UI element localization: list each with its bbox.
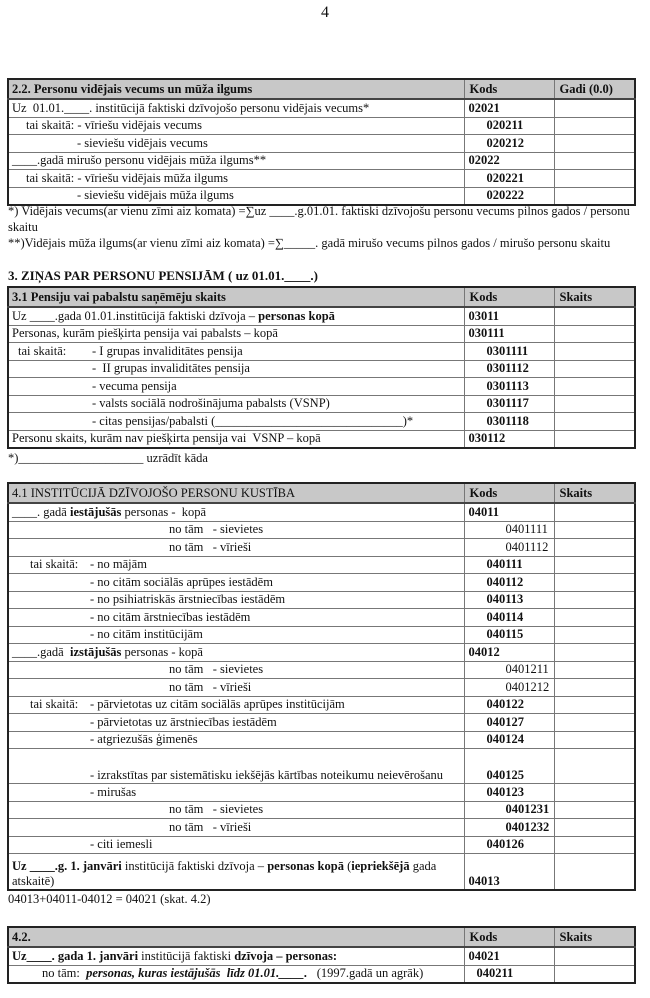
row-value-input[interactable]	[554, 836, 635, 854]
row-label-text: - izrakstītas par sistemātisku iekšējās kārtības noteikumu neievērošanu	[90, 768, 444, 782]
table-row	[8, 836, 635, 854]
row-label-text: Personas, kurām piešķirta pensija vai pabalsts – kopā	[12, 326, 278, 341]
row-value-input[interactable]	[554, 696, 635, 714]
row-label-text: gada atskaitē)	[12, 859, 437, 888]
row-code: 020222	[464, 187, 554, 205]
table-row	[8, 574, 635, 592]
row-code: 04012	[464, 644, 554, 662]
row-label-text: iepriekšējā	[351, 859, 410, 873]
footnote-other-pensions: *)____________________ uzrādīt kāda	[8, 451, 208, 465]
table-row	[8, 696, 635, 714]
header-value: Skaits	[554, 927, 635, 947]
row-label	[8, 556, 464, 574]
table-row	[8, 661, 635, 679]
row-label-text: personas kopā	[267, 859, 344, 873]
row-value-input[interactable]	[554, 801, 635, 819]
row-code: 030111	[464, 325, 554, 343]
table-row	[8, 503, 635, 521]
row-code: 04021	[464, 947, 554, 965]
table-row	[8, 749, 635, 784]
row-label	[8, 591, 464, 609]
table-row	[8, 947, 635, 965]
table-row	[8, 854, 635, 891]
row-code: 040114	[464, 609, 554, 627]
footnote-life-expectancy: **)Vidējais mūža ilgums(ar vienu zīmi aiz komata) =∑_____. gadā mirušo vecums pilnos gados / mirušo personu skaitu	[8, 236, 611, 250]
row-label-text: ____.gadā mirušo personu vidējais mūža ilgums**	[12, 153, 267, 168]
row-label-text: personas, kuras iestājušās līdz 01.01.____.	[86, 966, 308, 981]
table-row	[8, 626, 635, 644]
table-row	[8, 170, 635, 188]
row-label	[8, 784, 464, 802]
table-row	[8, 801, 635, 819]
row-label-text: tai skaitā:	[30, 557, 79, 572]
table-pension-recipients	[7, 286, 636, 449]
row-code: 040127	[464, 714, 554, 732]
table-row	[8, 430, 635, 448]
row-code: 030112	[464, 430, 554, 448]
row-code: 0301117	[464, 395, 554, 413]
row-label-text: Personu skaits, kurām nav piešķirta pensija vai VSNP – kopā	[12, 431, 321, 446]
table-row	[8, 784, 635, 802]
row-code: 0301118	[464, 413, 554, 431]
row-label-text: no tām - vīrieši	[169, 819, 252, 834]
header-title: 2.2. Personu vidējais vecums un mūža ilgums	[8, 79, 464, 99]
row-label	[8, 679, 464, 697]
row-value-input[interactable]	[554, 307, 635, 325]
row-label	[8, 574, 464, 592]
row-label-text: - no psihiatriskās ārstniecības iestādēm	[90, 592, 286, 607]
row-label-text: no tām - vīrieši	[169, 539, 252, 554]
row-code: 020211	[464, 117, 554, 135]
header-code: Kods	[464, 483, 554, 503]
row-label-text: - no citām ārstniecības iestādēm	[90, 609, 251, 624]
row-label	[8, 836, 464, 854]
row-label-text: no tām - vīrieši	[169, 679, 252, 694]
row-value-input[interactable]	[554, 626, 635, 644]
row-code: 020221	[464, 170, 554, 188]
row-label	[8, 430, 464, 448]
row-label-text: - II grupas invaliditātes pensija	[92, 361, 250, 376]
header-code: Kods	[464, 79, 554, 99]
table-row	[8, 539, 635, 557]
row-value-input[interactable]	[554, 574, 635, 592]
row-code: 0401212	[464, 679, 554, 697]
row-value-input[interactable]	[554, 661, 635, 679]
table-row	[8, 395, 635, 413]
row-label	[8, 661, 464, 679]
row-code: 02021	[464, 99, 554, 117]
row-label-text: - I grupas invaliditātes pensija	[92, 343, 243, 358]
header-value: Gadi (0.0)	[554, 79, 635, 99]
footnote-average-age: *) Vidējais vecums(ar vienu zīmi aiz komata) =∑uz ____.g.01.01. faktiski dzīvojošu personu vecums pilnos gados / personu skaitu	[8, 204, 630, 234]
row-label-text: ____.gadā	[12, 644, 70, 659]
table-row	[8, 714, 635, 732]
row-value-input[interactable]	[554, 343, 635, 361]
table-row	[8, 325, 635, 343]
formula-note: 04013+04011-04012 = 04021 (skat. 4.2)	[8, 892, 211, 906]
row-label	[8, 644, 464, 662]
row-value-input[interactable]	[554, 152, 635, 170]
row-label-text: - vecuma pensija	[92, 378, 177, 393]
header-value: Skaits	[554, 287, 635, 307]
row-label-text: no tām - sievietes	[169, 522, 264, 537]
table-row	[8, 644, 635, 662]
table-row	[8, 378, 635, 396]
row-label	[8, 696, 464, 714]
row-label	[8, 170, 464, 188]
row-label	[8, 609, 464, 627]
row-value-input[interactable]	[554, 731, 635, 749]
row-label-text: Uz____. gada 1. janvāri	[12, 948, 139, 963]
row-label-text: - sieviešu vidējais vecums	[77, 135, 208, 150]
row-label	[8, 714, 464, 732]
row-code: 0301112	[464, 360, 554, 378]
row-value-input[interactable]	[554, 556, 635, 574]
table-row	[8, 117, 635, 135]
header-code: Kods	[464, 927, 554, 947]
row-code: 03011	[464, 307, 554, 325]
row-value-input[interactable]	[554, 117, 635, 135]
row-value-input[interactable]	[554, 170, 635, 188]
row-label-text: tai skaitā:	[30, 697, 79, 712]
row-value-input[interactable]	[554, 644, 635, 662]
row-value-input[interactable]	[554, 430, 635, 448]
header-title: 4.2.	[8, 927, 464, 947]
row-code: 040115	[464, 626, 554, 644]
row-code: 040126	[464, 836, 554, 854]
table-row	[8, 731, 635, 749]
row-label	[8, 819, 464, 837]
page-number: 4	[321, 4, 329, 21]
row-label	[8, 117, 464, 135]
row-label-text: - pārvietotas uz citām sociālās aprūpes institūcijām	[90, 697, 345, 712]
table-row	[8, 591, 635, 609]
row-label-text: no tām:	[42, 966, 87, 981]
table-resident-movement	[7, 482, 636, 891]
row-value-input[interactable]	[554, 135, 635, 153]
row-label-text: Uz ____.gada 01.01.institūcijā faktiski dzīvoja –	[12, 308, 259, 323]
row-label	[8, 360, 464, 378]
row-label-text: ____. gadā	[12, 504, 70, 519]
row-label	[8, 395, 464, 413]
row-label	[8, 378, 464, 396]
row-label	[8, 854, 464, 891]
section-3-heading: 3. ZIŅAS PAR PERSONU PENSIJĀM ( uz 01.01.____.)	[8, 268, 318, 283]
row-label	[8, 413, 464, 431]
row-code: 040125	[464, 749, 554, 784]
row-label-text: Uz ____.g. 1. janvāri	[12, 859, 122, 873]
row-code: 0401111	[464, 521, 554, 539]
header-title: 3.1 Pensiju vai pabalstu saņēmēju skaits	[8, 287, 464, 307]
row-code: 0401232	[464, 819, 554, 837]
row-value-input[interactable]	[554, 714, 635, 732]
row-label	[8, 307, 464, 325]
row-value-input[interactable]	[554, 395, 635, 413]
row-value-input[interactable]	[554, 749, 635, 784]
row-label	[8, 731, 464, 749]
row-code: 040124	[464, 731, 554, 749]
row-code: 040123	[464, 784, 554, 802]
row-value-input[interactable]	[554, 947, 635, 965]
row-label	[8, 521, 464, 539]
row-value-input[interactable]	[554, 591, 635, 609]
table-row	[8, 819, 635, 837]
table-row	[8, 556, 635, 574]
row-code: 040111	[464, 556, 554, 574]
table-row	[8, 965, 635, 983]
row-label	[8, 152, 464, 170]
row-label-text: - sieviešu vidējais mūža ilgums	[77, 188, 234, 203]
row-value-input[interactable]	[554, 784, 635, 802]
row-label	[8, 801, 464, 819]
row-code: 04011	[464, 503, 554, 521]
row-label-text: tai skaitā: - vīriešu vidējais vecums	[26, 118, 202, 133]
table-average-age	[7, 78, 636, 206]
row-label-text: - atgriezušās ģimenēs	[90, 732, 198, 747]
row-value-input[interactable]	[554, 854, 635, 891]
row-value-input[interactable]	[554, 378, 635, 396]
row-label-text: - citi iemesli	[90, 837, 153, 852]
header-title: 4.1 INSTITŪCIJĀ DZĪVOJOŠO PERSONU KUSTĪBA	[8, 483, 464, 503]
row-value-input[interactable]	[554, 609, 635, 627]
row-label-text: - no citām sociālās aprūpes iestādēm	[90, 574, 273, 589]
row-value-input[interactable]	[554, 679, 635, 697]
table-row	[8, 152, 635, 170]
table-row	[8, 360, 635, 378]
row-label	[8, 626, 464, 644]
row-label	[8, 965, 464, 983]
row-code: 040112	[464, 574, 554, 592]
table-header-row	[8, 287, 635, 307]
row-label	[8, 539, 464, 557]
table-row	[8, 135, 635, 153]
row-label	[8, 503, 464, 521]
table-row	[8, 307, 635, 325]
row-value-input[interactable]	[554, 360, 635, 378]
row-label-text: personas - kopā	[121, 504, 207, 519]
row-label-text: personas kopā	[258, 308, 335, 323]
row-code: 0401112	[464, 539, 554, 557]
row-code: 040211	[464, 965, 554, 983]
row-label-text: (	[343, 859, 352, 873]
row-label-text: - mirušas	[90, 784, 137, 799]
table-row	[8, 343, 635, 361]
row-value-input[interactable]	[554, 539, 635, 557]
row-label-text: - pārvietotas uz ārstniecības iestādēm	[90, 714, 277, 729]
row-code: 02022	[464, 152, 554, 170]
row-label-text: (1997.gadā un agrāk)	[307, 966, 424, 981]
table-residents-jan-1	[7, 926, 636, 984]
table-row	[8, 609, 635, 627]
row-label-text: no tām - sievietes	[169, 802, 264, 817]
row-value-input[interactable]	[554, 503, 635, 521]
header-code: Kods	[464, 287, 554, 307]
row-code: 0401231	[464, 801, 554, 819]
row-label-text: tai skaitā:	[18, 343, 67, 358]
table-row	[8, 521, 635, 539]
row-code: 020212	[464, 135, 554, 153]
row-code: 0301113	[464, 378, 554, 396]
table-row	[8, 679, 635, 697]
row-label-text: personas - kopā	[121, 644, 203, 659]
row-code: 040113	[464, 591, 554, 609]
row-label-text: - valsts sociālā nodrošinājuma pabalsts (VSNP)	[92, 396, 330, 411]
row-label-text: institūcijā faktiski	[138, 948, 235, 963]
row-value-input[interactable]	[554, 413, 635, 431]
row-value-input[interactable]	[554, 325, 635, 343]
row-label	[8, 135, 464, 153]
row-code: 040122	[464, 696, 554, 714]
row-value-input[interactable]	[554, 819, 635, 837]
row-label	[8, 325, 464, 343]
row-label-text: no tām - sievietes	[169, 662, 264, 677]
row-label-text: izstājušās	[69, 644, 122, 659]
row-code: 0301111	[464, 343, 554, 361]
table-header-row	[8, 483, 635, 503]
table-row	[8, 413, 635, 431]
row-label-text: institūcijā faktiski dzīvoja –	[121, 859, 268, 873]
row-code: 0401211	[464, 661, 554, 679]
row-label-text: iestājušās	[69, 504, 122, 519]
header-value: Skaits	[554, 483, 635, 503]
row-label-text: - no mājām	[90, 557, 147, 572]
row-label	[8, 749, 464, 784]
table-header-row	[8, 79, 635, 99]
row-label	[8, 343, 464, 361]
row-label-text: - citas pensijas/pabalsti (______________________________)*	[92, 413, 414, 428]
row-value-input[interactable]	[554, 521, 635, 539]
row-label-text: - no citām institūcijām	[90, 627, 203, 642]
row-value-input[interactable]	[554, 965, 635, 983]
row-label-text: tai skaitā: - vīriešu vidējais mūža ilgums	[26, 170, 229, 185]
row-code: 04013	[464, 854, 554, 891]
row-label	[8, 99, 464, 117]
row-label-text: Uz 01.01.____. institūcijā faktiski dzīvojošo personu vidējais vecums*	[12, 100, 370, 115]
row-label	[8, 947, 464, 965]
table-row	[8, 99, 635, 117]
table-header-row	[8, 927, 635, 947]
row-value-input[interactable]	[554, 99, 635, 117]
row-label-text: dzīvoja – personas:	[234, 948, 337, 963]
